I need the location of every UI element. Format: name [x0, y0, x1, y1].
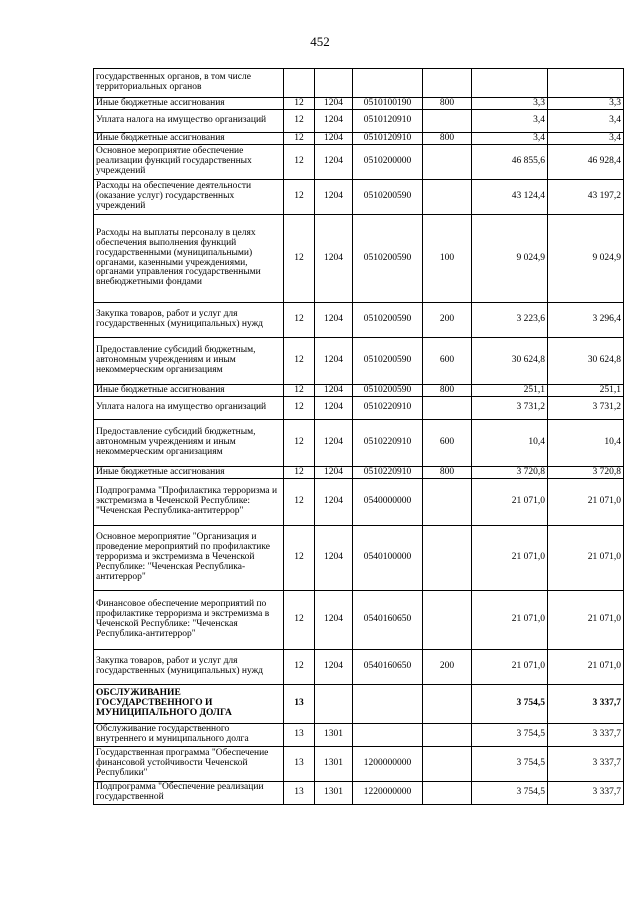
row-name-cell: Иные бюджетные ассигнования [94, 133, 284, 145]
section-cell: 12 [284, 215, 315, 303]
subsection-cell: 1204 [315, 180, 353, 215]
table-row [94, 479, 624, 526]
amount-year2-cell: 21 071,0 [548, 526, 624, 591]
amount-year1-cell: 30 624,8 [472, 338, 548, 385]
table-row [94, 685, 624, 724]
expense-type-cell: 800 [423, 133, 472, 145]
table-row [94, 467, 624, 479]
row-name-cell: Расходы на выплаты персоналу в целях обеспечения выполнения функций государственными (муниципальными) органами, казенными учреждениями, органами управления государственными внебюджетными фондами [94, 215, 284, 303]
subsection-cell [315, 685, 353, 724]
expense-type-cell: 100 [423, 215, 472, 303]
row-name-cell: Основное мероприятие обеспечение реализации функций государственных учреждений [94, 145, 284, 180]
amount-year2-cell: 3,4 [548, 110, 624, 133]
amount-year1-cell: 10,4 [472, 420, 548, 467]
section-cell: 12 [284, 591, 315, 650]
target-article-cell: 0510220910 [353, 397, 423, 420]
table-row [94, 526, 624, 591]
expense-type-cell [423, 145, 472, 180]
subsection-cell: 1204 [315, 133, 353, 145]
expense-type-cell [423, 69, 472, 98]
section-cell: 12 [284, 110, 315, 133]
table-body [94, 69, 624, 805]
amount-year2-cell: 3,3 [548, 98, 624, 110]
row-name-cell: Расходы на обеспечение деятельности (оказание услуг) государственных учреждений [94, 180, 284, 215]
expense-type-cell [423, 479, 472, 526]
target-article-cell [353, 69, 423, 98]
section-cell [284, 69, 315, 98]
row-name-cell: ОБСЛУЖИВАНИЕ ГОСУДАРСТВЕННОГО И МУНИЦИПАЛЬНОГО ДОЛГА [94, 685, 284, 724]
amount-year1-cell: 46 855,6 [472, 145, 548, 180]
row-name-cell: Государственная программа "Обеспечение финансовой устойчивости Чеченской Республики" [94, 747, 284, 782]
expense-type-cell: 200 [423, 650, 472, 685]
section-cell: 13 [284, 782, 315, 805]
section-cell: 12 [284, 133, 315, 145]
budget-table [93, 68, 624, 805]
amount-year1-cell: 3 223,6 [472, 303, 548, 338]
section-cell: 12 [284, 397, 315, 420]
subsection-cell: 1204 [315, 467, 353, 479]
table-row [94, 397, 624, 420]
subsection-cell: 1204 [315, 98, 353, 110]
target-article-cell: 0540100000 [353, 526, 423, 591]
section-cell: 13 [284, 724, 315, 747]
target-article-cell: 0510120910 [353, 110, 423, 133]
target-article-cell: 0510220910 [353, 467, 423, 479]
target-article-cell [353, 724, 423, 747]
row-name-cell: Иные бюджетные ассигнования [94, 98, 284, 110]
table-row [94, 650, 624, 685]
amount-year2-cell: 3 731,2 [548, 397, 624, 420]
row-name-cell: Уплата налога на имущество организаций [94, 110, 284, 133]
amount-year2-cell: 3 337,7 [548, 782, 624, 805]
section-cell: 12 [284, 338, 315, 385]
amount-year2-cell: 46 928,4 [548, 145, 624, 180]
subsection-cell: 1204 [315, 479, 353, 526]
table-row [94, 133, 624, 145]
table-row [94, 385, 624, 397]
amount-year2-cell: 3 337,7 [548, 747, 624, 782]
amount-year2-cell: 3 720,8 [548, 467, 624, 479]
target-article-cell: 0540000000 [353, 479, 423, 526]
subsection-cell: 1204 [315, 110, 353, 133]
amount-year1-cell: 3 754,5 [472, 685, 548, 724]
subsection-cell [315, 69, 353, 98]
amount-year1-cell: 3,3 [472, 98, 548, 110]
row-name-cell: Иные бюджетные ассигнования [94, 385, 284, 397]
expense-type-cell [423, 724, 472, 747]
section-cell: 12 [284, 479, 315, 526]
subsection-cell: 1204 [315, 338, 353, 385]
section-cell: 12 [284, 98, 315, 110]
target-article-cell: 0510200590 [353, 303, 423, 338]
row-name-cell: Основное мероприятие "Организация и проведение мероприятий по профилактике терроризма и экстремизма в Чеченской Республике: "Чеченская Республика-антитеррор" [94, 526, 284, 591]
amount-year1-cell: 3 754,5 [472, 724, 548, 747]
subsection-cell: 1301 [315, 782, 353, 805]
table-row [94, 747, 624, 782]
amount-year2-cell: 30 624,8 [548, 338, 624, 385]
section-cell: 12 [284, 526, 315, 591]
amount-year1-cell: 3,4 [472, 133, 548, 145]
target-article-cell: 1200000000 [353, 747, 423, 782]
expense-type-cell: 200 [423, 303, 472, 338]
target-article-cell: 0510200590 [353, 180, 423, 215]
table-row [94, 303, 624, 338]
amount-year2-cell: 3 337,7 [548, 724, 624, 747]
amount-year1-cell: 3 754,5 [472, 747, 548, 782]
subsection-cell: 1204 [315, 650, 353, 685]
row-name-cell: Предоставление субсидий бюджетным, автономным учреждениям и иным некоммерческим организациям [94, 338, 284, 385]
expense-type-cell: 800 [423, 385, 472, 397]
target-article-cell: 1220000000 [353, 782, 423, 805]
amount-year1-cell: 9 024,9 [472, 215, 548, 303]
row-name-cell: Иные бюджетные ассигнования [94, 467, 284, 479]
section-cell: 12 [284, 467, 315, 479]
amount-year2-cell: 21 071,0 [548, 650, 624, 685]
row-name-cell: Подпрограмма "Профилактика терроризма и экстремизма в Чеченской Республике: "Чеченская Республика-антитеррор" [94, 479, 284, 526]
table-row [94, 145, 624, 180]
row-name-cell: Закупка товаров, работ и услуг для государственных (муниципальных) нужд [94, 650, 284, 685]
amount-year1-cell: 3,4 [472, 110, 548, 133]
amount-year2-cell: 10,4 [548, 420, 624, 467]
row-name-cell: Уплата налога на имущество организаций [94, 397, 284, 420]
amount-year2-cell: 3 337,7 [548, 685, 624, 724]
section-cell: 12 [284, 303, 315, 338]
table-row [94, 338, 624, 385]
amount-year2-cell: 43 197,2 [548, 180, 624, 215]
expense-type-cell: 800 [423, 467, 472, 479]
section-cell: 13 [284, 685, 315, 724]
row-name-cell: Закупка товаров, работ и услуг для государственных (муниципальных) нужд [94, 303, 284, 338]
expense-type-cell [423, 110, 472, 133]
table-row [94, 724, 624, 747]
expense-type-cell [423, 180, 472, 215]
amount-year2-cell: 251,1 [548, 385, 624, 397]
amount-year1-cell: 3 731,2 [472, 397, 548, 420]
expense-type-cell [423, 685, 472, 724]
section-cell: 12 [284, 385, 315, 397]
row-name-cell: Финансовое обеспечение мероприятий по профилактике терроризма и экстремизма в Чеченской Республике: "Чеченская Республика-антитеррор" [94, 591, 284, 650]
page-number: 452 [310, 34, 330, 49]
target-article-cell: 0510200590 [353, 215, 423, 303]
subsection-cell: 1204 [315, 303, 353, 338]
expense-type-cell: 600 [423, 420, 472, 467]
target-article-cell: 0510200590 [353, 385, 423, 397]
row-name-cell: государственных органов, в том числе территориальных органов [94, 69, 284, 98]
target-article-cell: 0510100190 [353, 98, 423, 110]
table-row [94, 215, 624, 303]
subsection-cell: 1301 [315, 724, 353, 747]
target-article-cell: 0510200000 [353, 145, 423, 180]
row-name-cell: Подпрограмма "Обеспечение реализации государственной [94, 782, 284, 805]
section-cell: 12 [284, 180, 315, 215]
row-name-cell: Обслуживание государственного внутреннего и муниципального долга [94, 724, 284, 747]
amount-year2-cell: 21 071,0 [548, 591, 624, 650]
table-row [94, 420, 624, 467]
subsection-cell: 1204 [315, 397, 353, 420]
target-article-cell: 0540160650 [353, 650, 423, 685]
table-row [94, 110, 624, 133]
section-cell: 12 [284, 650, 315, 685]
expense-type-cell [423, 397, 472, 420]
target-article-cell [353, 685, 423, 724]
expense-type-cell [423, 526, 472, 591]
amount-year2-cell: 9 024,9 [548, 215, 624, 303]
subsection-cell: 1204 [315, 591, 353, 650]
subsection-cell: 1301 [315, 747, 353, 782]
row-name-cell: Предоставление субсидий бюджетным, автономным учреждениям и иным некоммерческим организациям [94, 420, 284, 467]
expense-type-cell: 800 [423, 98, 472, 110]
subsection-cell: 1204 [315, 215, 353, 303]
subsection-cell: 1204 [315, 420, 353, 467]
table-row [94, 98, 624, 110]
amount-year1-cell: 21 071,0 [472, 650, 548, 685]
amount-year1-cell: 21 071,0 [472, 591, 548, 650]
subsection-cell: 1204 [315, 385, 353, 397]
expense-type-cell: 600 [423, 338, 472, 385]
amount-year1-cell: 21 071,0 [472, 526, 548, 591]
subsection-cell: 1204 [315, 526, 353, 591]
target-article-cell: 0510120910 [353, 133, 423, 145]
amount-year1-cell: 3 754,5 [472, 782, 548, 805]
expense-type-cell [423, 747, 472, 782]
section-cell: 12 [284, 420, 315, 467]
amount-year1-cell: 21 071,0 [472, 479, 548, 526]
table-row [94, 782, 624, 805]
target-article-cell: 0510200590 [353, 338, 423, 385]
section-cell: 13 [284, 747, 315, 782]
amount-year1-cell: 3 720,8 [472, 467, 548, 479]
amount-year2-cell: 3 296,4 [548, 303, 624, 338]
table-row [94, 591, 624, 650]
amount-year1-cell: 43 124,4 [472, 180, 548, 215]
amount-year2-cell: 21 071,0 [548, 479, 624, 526]
target-article-cell: 0510220910 [353, 420, 423, 467]
amount-year1-cell: 251,1 [472, 385, 548, 397]
expense-type-cell [423, 591, 472, 650]
section-cell: 12 [284, 145, 315, 180]
amount-year2-cell [548, 69, 624, 98]
amount-year2-cell: 3,4 [548, 133, 624, 145]
amount-year1-cell [472, 69, 548, 98]
table-row [94, 69, 624, 98]
target-article-cell: 0540160650 [353, 591, 423, 650]
subsection-cell: 1204 [315, 145, 353, 180]
expense-type-cell [423, 782, 472, 805]
table-row [94, 180, 624, 215]
